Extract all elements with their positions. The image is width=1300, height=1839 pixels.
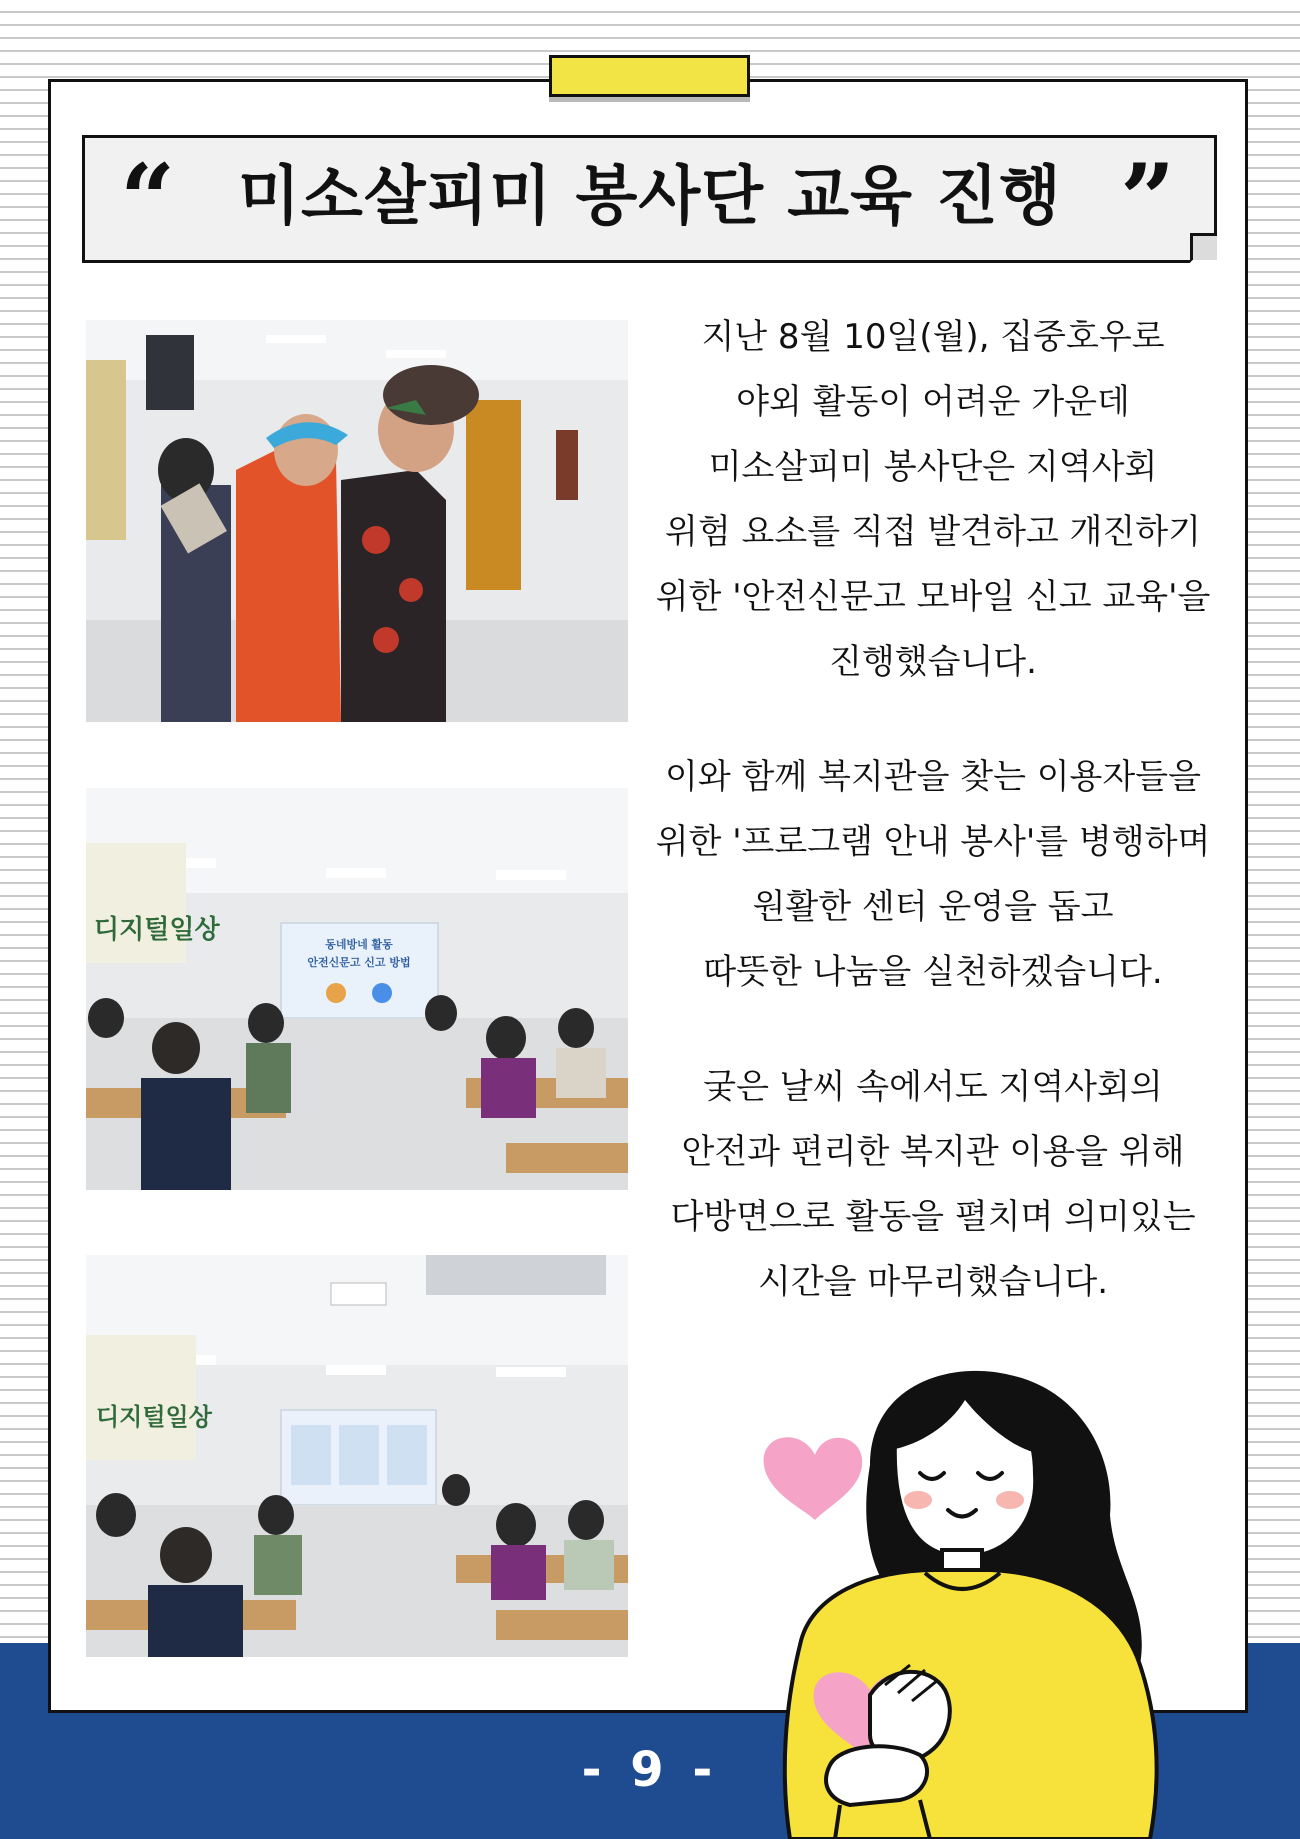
- paragraph-line: 시간을 마무리했습니다.: [757, 1262, 1109, 1302]
- paragraph-3: [648, 1055, 1218, 1315]
- paragraph-line: 원활한 센터 운영을 돕고: [752, 887, 1114, 927]
- floating-heart-icon: [764, 1437, 863, 1520]
- banner-text: 디지털일상: [94, 915, 220, 945]
- page-fold-corner: [1190, 233, 1217, 260]
- paragraph-2: [648, 745, 1218, 1005]
- photo-classroom-lecture-icon: [86, 1255, 628, 1657]
- paragraph-line: 위한 '프로그램 안내 봉사'를 병행하며: [655, 822, 1211, 862]
- paragraph-line: 위한 '안전신문고 모바일 신고 교육'을: [655, 577, 1211, 617]
- paragraph-line: 진행했습니다.: [829, 642, 1037, 682]
- open-quote-icon: “: [120, 143, 176, 256]
- photo-classroom-lecture: [86, 1255, 628, 1657]
- paragraph-line: 이와 함께 복지관을 찾는 이용자들을: [665, 757, 1201, 797]
- screen-line-2: 안전신문고 신고 방법: [307, 956, 411, 969]
- photo-classroom-presentation-icon: [86, 788, 628, 1190]
- paragraph-line: 궂은 날씨 속에서도 지역사회의: [703, 1067, 1163, 1107]
- paragraph-line: 다방면으로 활동을 펼치며 의미있는: [670, 1197, 1196, 1237]
- paragraph-line: 미소살피미 봉사단은 지역사회: [708, 447, 1158, 487]
- binder-tab: [549, 55, 750, 97]
- page-number: - 9 -: [581, 1742, 719, 1798]
- paragraph-line: 따뜻한 나눔을 실천하겠습니다.: [703, 952, 1163, 992]
- close-quote-icon: ”: [1120, 143, 1176, 256]
- paragraph-line: 야외 활동이 어려운 가운데: [736, 382, 1130, 422]
- paragraph-line: 위험 요소를 직접 발견하고 개진하기: [665, 512, 1201, 552]
- photo-volunteers: [86, 320, 628, 722]
- paragraph-line: 안전과 편리한 복지관 이용을 위해: [681, 1132, 1185, 1172]
- paragraph-1: [648, 305, 1218, 695]
- banner-text: 디지털일상: [96, 1403, 212, 1431]
- paragraph-line: 지난 8월 10일(월), 집중호우로: [701, 317, 1165, 357]
- photo-volunteers-reading-phones-icon: [86, 320, 628, 722]
- screen-line-1: 동네방네 활동: [325, 938, 393, 951]
- photo-classroom-presentation: [86, 788, 628, 1190]
- page-title: 미소살피미 봉사단 교육 진행: [238, 160, 1062, 234]
